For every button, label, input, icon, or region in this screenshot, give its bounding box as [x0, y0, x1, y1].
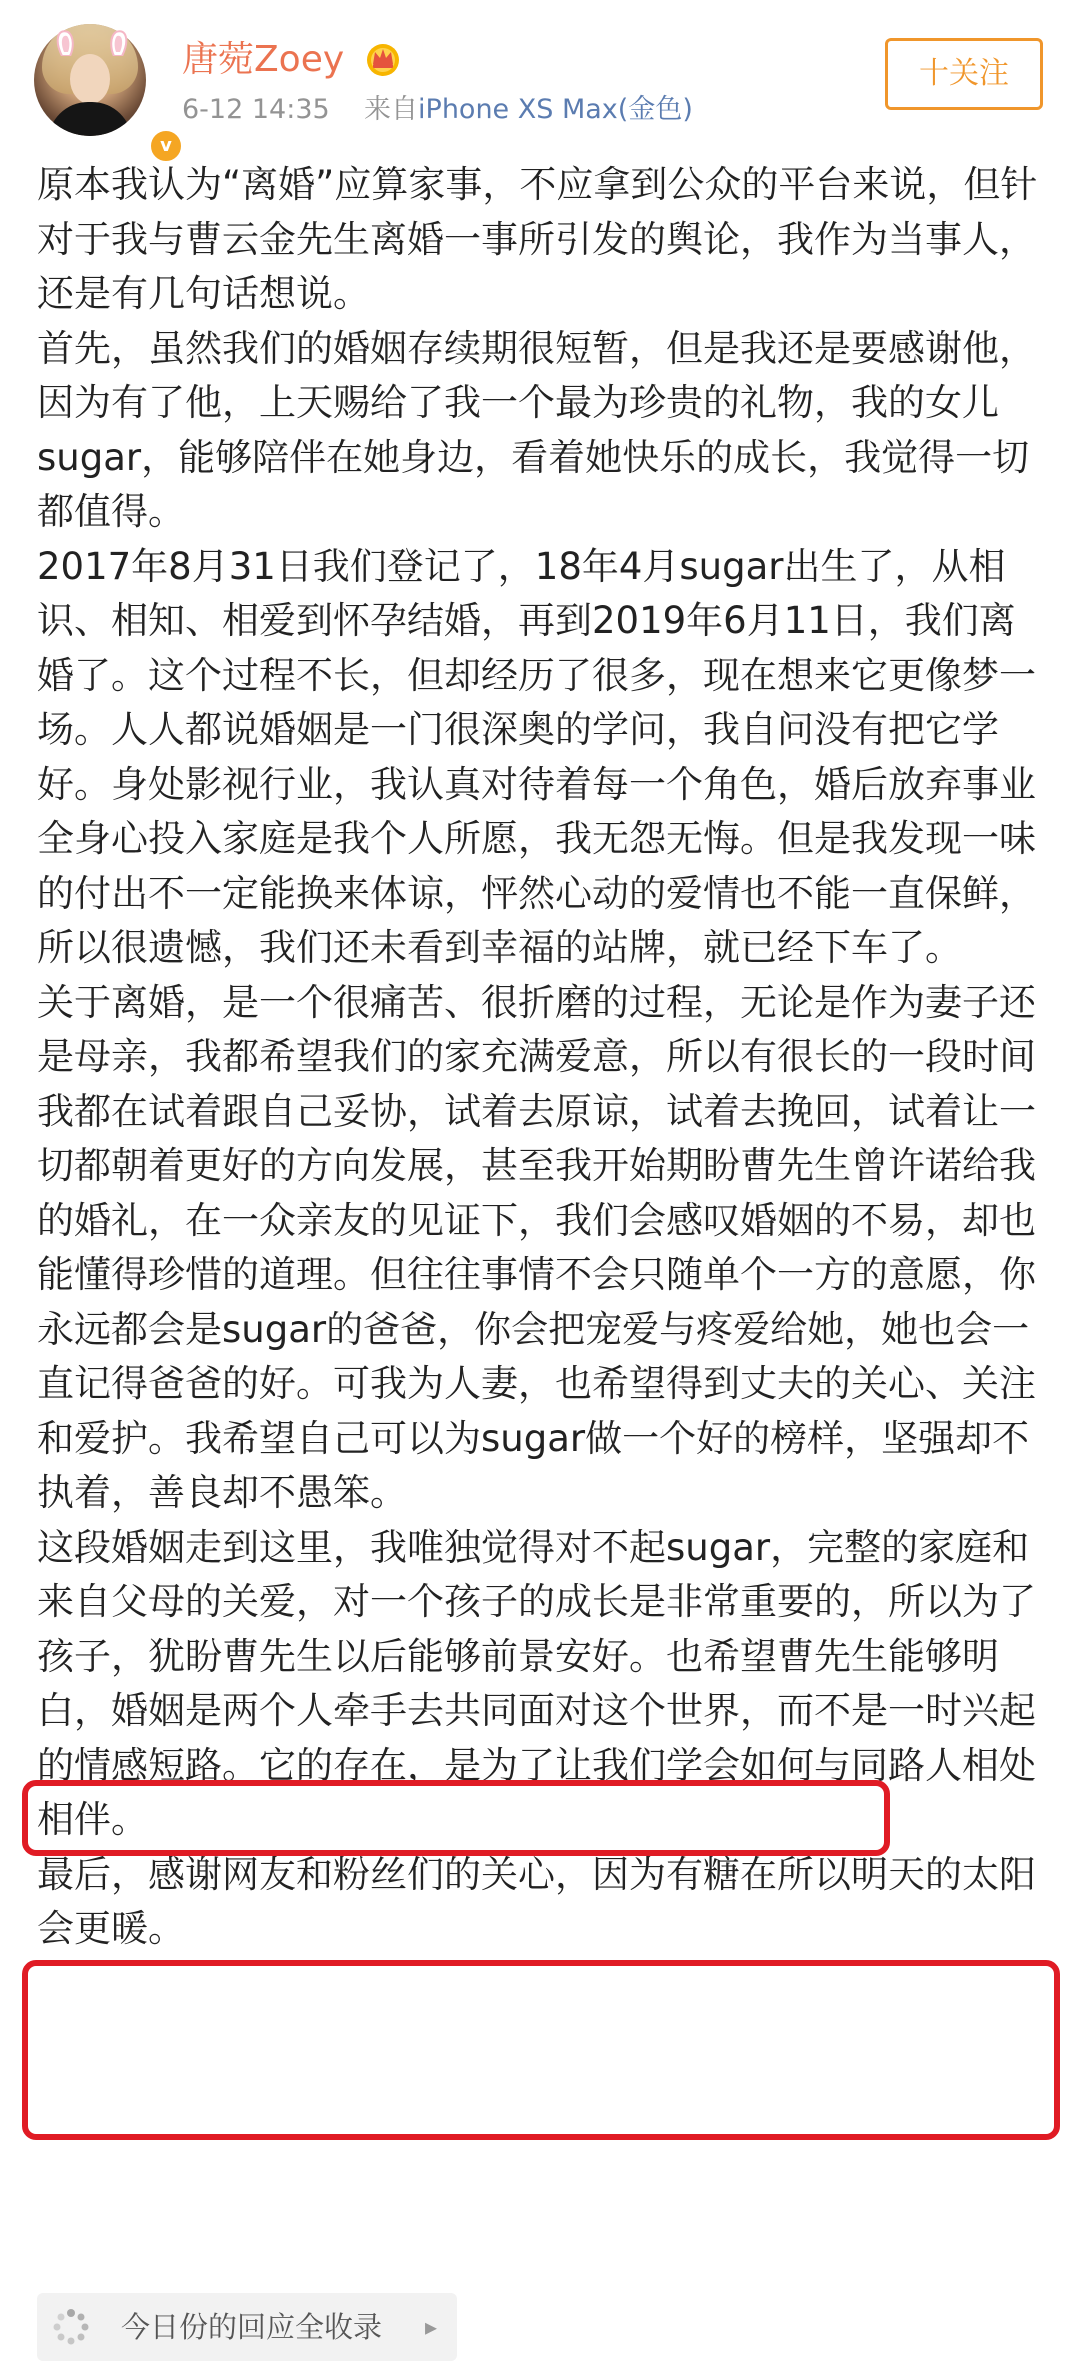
- loading-spinner-icon: [51, 2307, 91, 2347]
- bunny-ears-icon: [52, 26, 132, 56]
- post-paragraph: 原本我认为“离婚”应算家事，不应拿到公众的平台来说，但针对于我与曹云金先生离婚一事所引发的舆论，我作为当事人，还是有几句话想说。: [37, 163, 1038, 315]
- post-meta: [182, 90, 693, 130]
- post-paragraph: 关于离婚，是一个很痛苦、很折磨的过程，无论是作为妻子还是母亲，我都希望我们的家充满爱意，所以有很长的一段时间我都在试着跟自己妥协，试着去原谅，试着去挽回，试着让一切都朝着更好的方向发展，甚至我开始期盼曹先生曾许诺给我的婚礼，在一众亲友的见证下，我们会感叹婚姻的不易，却也能懂得珍惜的道理。但往往事情不会只随单个一方的意愿，你永远都会是sugar的爸爸，你会把宠爱与疼爱给她，她也会一直记得爸爸的好。可我为人妻，也希望得到丈夫的关心、关注和爱护。我希望自己可以为sugar做一个好的榜样，坚强却不执着，善良却不愚笨。: [37, 980, 1036, 1514]
- post-timestamp: 6-12 14:35: [182, 94, 330, 125]
- topic-tag-button[interactable]: [37, 2293, 457, 2361]
- avatar[interactable]: [34, 24, 172, 156]
- post-paragraph: 最后，感谢网友和粉丝们的关心，因为有糖在所以明天的太阳会更暖。: [37, 1852, 1036, 1950]
- post-device-link[interactable]: iPhone XS Max(金色): [418, 94, 693, 125]
- post-paragraph: 首先，虽然我们的婚姻存续期很短暂，但是我还是要感谢他，因为有了他，上天赐给了我一个最为珍贵的礼物，我的女儿sugar，能够陪伴在她身边，看着她快乐的成长，我觉得一切都值得。: [37, 326, 1036, 533]
- verified-badge-icon: v: [148, 128, 184, 164]
- post-header: [0, 0, 1080, 156]
- post-paragraph: 这段婚姻走到这里，我唯独觉得对不起sugar，完整的家庭和来自父母的关爱，对一个孩子的成长是非常重要的，所以为了孩子，犹盼曹先生以后能够前景安好。也希望曹先生能够明白，婚姻是两个人牵手去共同面对这个世界，而不是一时兴起的情感短路。它的存在，是为了让我们学会如何与同路人相处相伴。: [37, 1525, 1036, 1841]
- username[interactable]: 唐菀Zoey: [182, 39, 345, 80]
- post-body: [37, 158, 1047, 1957]
- post-paragraph: 2017年8月31日我们登记了，18年4月sugar出生了，从相识、相知、相爱到怀孕结婚，再到2019年6月11日，我们离婚了。这个过程不长，但却经历了很多，现在想来它更像梦一场。人人都说婚姻是一门很深奥的学问，我自问没有把它学好。身处影视行业，我认真对待着每一个角色，婚后放弃事业全身心投入家庭是我个人所愿，我无怨无悔。但是我发现一味的付出不一定能换来体谅，怦然心动的爱情也不能一直保鲜，所以很遗憾，我们还未看到幸福的站牌，就已经下车了。: [37, 544, 1036, 969]
- post-source-prefix: 来自: [364, 94, 419, 125]
- vip-crown-icon: [364, 38, 402, 78]
- chevron-right-icon: ▸: [425, 2313, 438, 2341]
- highlight-box-2: [22, 1960, 1060, 2140]
- follow-button[interactable]: 十关注: [885, 38, 1043, 110]
- topic-tag-label: 今日份的回应全收录: [121, 2310, 383, 2344]
